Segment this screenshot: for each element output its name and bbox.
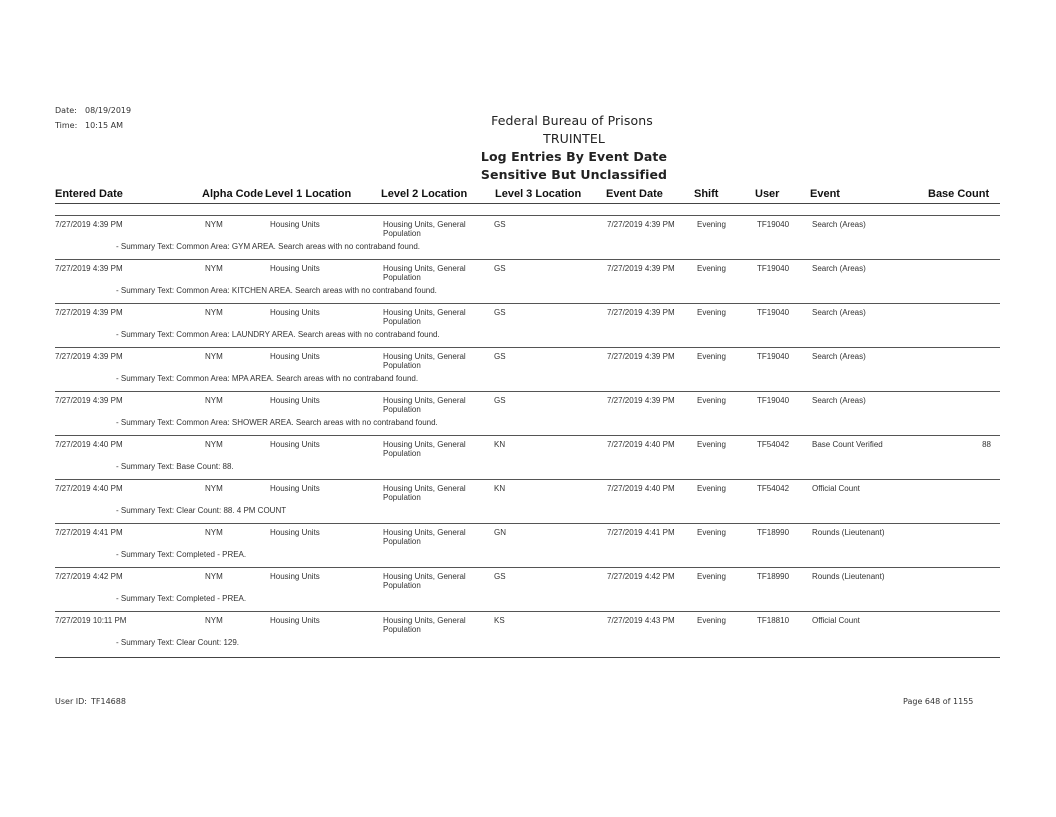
row-divider [55,567,1000,568]
row-summary: - Summary Text: Clear Count: 88. 4 PM COUNT [116,506,287,515]
cell-event: Rounds (Lieutenant) [812,528,885,537]
cell-event: Rounds (Lieutenant) [812,572,885,581]
row-summary: - Summary Text: Common Area: MPA AREA. Search areas with no contraband found. [116,374,419,383]
row-divider [55,303,1000,304]
cell-entered-date: 7/27/2019 4:41 PM [55,528,123,537]
cell-shift: Evening [697,352,726,361]
cell-event: Search (Areas) [812,352,866,361]
cell-alpha-code: NYM [205,616,223,625]
cell-shift: Evening [697,528,726,537]
cell-alpha-code: NYM [205,220,223,229]
cell-level2: Housing Units, General Population [383,308,466,326]
footer-user-id [55,697,126,706]
row-divider [55,479,1000,480]
agency-title: Federal Bureau of Prisons [491,113,653,128]
header-alpha-code: Alpha Code [202,188,264,200]
cell-user: TF19040 [757,220,790,229]
cell-event: Search (Areas) [812,308,866,317]
cell-level3: GS [494,352,506,361]
cell-base-count: 88 [982,440,991,449]
table-row [0,215,1056,259]
cell-event-date: 7/27/2019 4:40 PM [607,440,675,449]
cell-user: TF19040 [757,352,790,361]
cell-shift: Evening [697,308,726,317]
date-label: Date: [55,106,77,115]
cell-entered-date: 7/27/2019 4:39 PM [55,352,123,361]
row-summary: - Summary Text: Clear Count: 129. [116,638,240,647]
cell-alpha-code: NYM [205,440,223,449]
report-title-block [0,112,1056,184]
cell-alpha-code: NYM [205,528,223,537]
cell-alpha-code: NYM [205,572,223,581]
cell-level3: GS [494,220,506,229]
cell-user: TF18810 [757,616,790,625]
header-event-date: Event Date [606,188,663,200]
cell-user: TF19040 [757,308,790,317]
cell-level3: KN [494,440,506,449]
cell-event-date: 7/27/2019 4:39 PM [607,308,675,317]
row-divider [55,523,1000,524]
table-row [0,303,1056,347]
cell-level2: Housing Units, General Population [383,616,466,634]
row-divider [55,347,1000,348]
classification-label: Sensitive But Unclassified [480,167,668,182]
cell-level3: GS [494,264,506,273]
cell-level3: GN [494,528,506,537]
cell-event-date: 7/27/2019 4:41 PM [607,528,675,537]
cell-entered-date: 7/27/2019 4:42 PM [55,572,123,581]
table-bottom-divider [55,657,1000,658]
cell-level2: Housing Units, General Population [383,528,466,546]
cell-user: TF54042 [757,440,790,449]
table-row [0,391,1056,435]
row-summary: - Summary Text: Common Area: LAUNDRY AREA. Search areas with no contraband found. [116,330,440,339]
system-title: TRUINTEL [543,131,605,146]
cell-level1: Housing Units [270,396,320,405]
table-row [0,479,1056,523]
cell-event: Official Count [812,484,860,493]
report-title: Log Entries By Event Date [480,149,668,164]
cell-user: TF18990 [757,572,790,581]
cell-user: TF54042 [757,484,790,493]
cell-event-date: 7/27/2019 4:39 PM [607,352,675,361]
table-row [0,435,1056,479]
cell-event-date: 7/27/2019 4:39 PM [607,264,675,273]
cell-event-date: 7/27/2019 4:43 PM [607,616,675,625]
cell-shift: Evening [697,440,726,449]
cell-shift: Evening [697,396,726,405]
cell-alpha-code: NYM [205,484,223,493]
cell-shift: Evening [697,264,726,273]
cell-user: TF19040 [757,264,790,273]
header-shift: Shift [694,188,719,200]
header-divider [55,203,1000,204]
cell-level2: Housing Units, General Population [383,352,466,370]
cell-level3: GS [494,308,506,317]
row-summary: - Summary Text: Common Area: KITCHEN AREA. Search areas with no contraband found. [116,286,437,295]
cell-level2: Housing Units, General Population [383,484,466,502]
cell-level1: Housing Units [270,440,320,449]
cell-event: Search (Areas) [812,396,866,405]
cell-level3: KN [494,484,506,493]
time-value: 10:15 AM [85,121,123,130]
row-divider [55,435,1000,436]
row-divider [55,259,1000,260]
cell-level1: Housing Units [270,352,320,361]
cell-event-date: 7/27/2019 4:39 PM [607,396,675,405]
cell-level2: Housing Units, General Population [383,396,466,414]
cell-shift: Evening [697,220,726,229]
table-row [0,611,1056,655]
header-base-count: Base Count [928,188,990,200]
row-summary: - Summary Text: Completed - PREA. [116,550,247,559]
cell-event-date: 7/27/2019 4:40 PM [607,484,675,493]
cell-level2: Housing Units, General Population [383,220,466,238]
cell-shift: Evening [697,616,726,625]
cell-level1: Housing Units [270,572,320,581]
cell-event-date: 7/27/2019 4:42 PM [607,572,675,581]
row-summary: - Summary Text: Common Area: SHOWER AREA. Search areas with no contraband found. [116,418,438,427]
time-label: Time: [55,121,78,130]
user-id-label: User ID: [55,697,87,706]
date-value: 08/19/2019 [85,106,132,115]
cell-entered-date: 7/27/2019 4:40 PM [55,484,123,493]
cell-level1: Housing Units [270,616,320,625]
row-summary: - Summary Text: Base Count: 88. [116,462,234,471]
cell-level3: GS [494,396,506,405]
cell-entered-date: 7/27/2019 4:40 PM [55,440,123,449]
header-event: Event [810,188,840,200]
table-row [0,347,1056,391]
table-row [0,523,1056,567]
table-row [0,259,1056,303]
page-number: Page 648 of 1155 [903,697,974,706]
cell-shift: Evening [697,484,726,493]
cell-level1: Housing Units [270,528,320,537]
user-id-value: TF14688 [91,697,126,706]
header-user: User [755,188,780,200]
cell-alpha-code: NYM [205,264,223,273]
cell-entered-date: 7/27/2019 4:39 PM [55,308,123,317]
cell-level2: Housing Units, General Population [383,572,466,590]
header-entered-date: Entered Date [55,188,123,200]
cell-event: Search (Areas) [812,264,866,273]
cell-user: TF19040 [757,396,790,405]
cell-alpha-code: NYM [205,396,223,405]
row-divider [55,215,1000,216]
cell-entered-date: 7/27/2019 4:39 PM [55,264,123,273]
cell-entered-date: 7/27/2019 4:39 PM [55,220,123,229]
cell-level1: Housing Units [270,308,320,317]
row-summary: - Summary Text: Common Area: GYM AREA. Search areas with no contraband found. [116,242,420,251]
cell-shift: Evening [697,572,726,581]
cell-event-date: 7/27/2019 4:39 PM [607,220,675,229]
cell-level2: Housing Units, General Population [383,440,466,458]
header-level1-location: Level 1 Location [265,188,352,200]
cell-alpha-code: NYM [205,308,223,317]
cell-entered-date: 7/27/2019 4:39 PM [55,396,123,405]
row-divider [55,391,1000,392]
row-divider [55,611,1000,612]
header-level3-location: Level 3 Location [495,188,582,200]
table-row [0,567,1056,611]
cell-user: TF18990 [757,528,790,537]
cell-event: Search (Areas) [812,220,866,229]
cell-level2: Housing Units, General Population [383,264,466,282]
cell-level3: GS [494,572,506,581]
cell-event: Base Count Verified [812,440,883,449]
header-level2-location: Level 2 Location [381,188,468,200]
cell-alpha-code: NYM [205,352,223,361]
row-summary: - Summary Text: Completed - PREA. [116,594,247,603]
cell-entered-date: 7/27/2019 10:11 PM [55,616,127,625]
cell-level1: Housing Units [270,220,320,229]
cell-event: Official Count [812,616,860,625]
cell-level1: Housing Units [270,264,320,273]
cell-level1: Housing Units [270,484,320,493]
cell-level3: KS [494,616,505,625]
